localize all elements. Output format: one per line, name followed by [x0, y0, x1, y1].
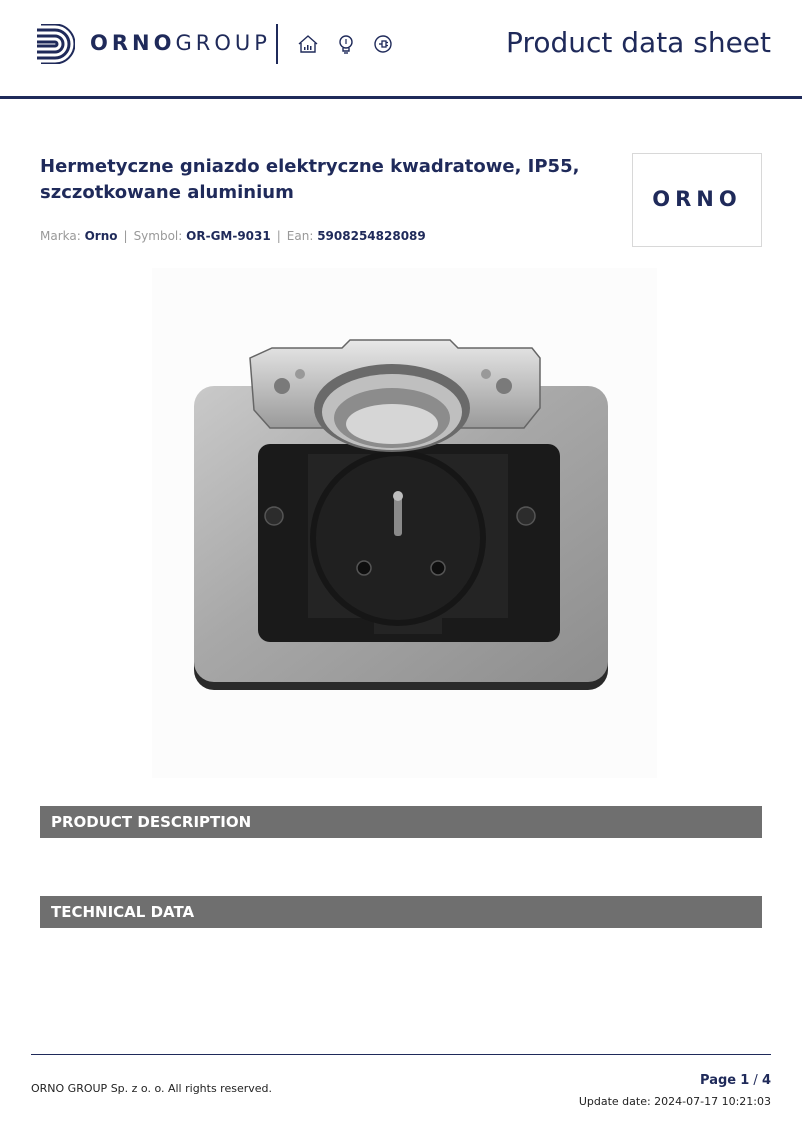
- section-product-description: PRODUCT DESCRIPTION: [40, 806, 762, 838]
- footer-rule: [31, 1054, 771, 1055]
- brand-logo: ORNO: [652, 187, 742, 211]
- meta-separator: |: [276, 229, 281, 243]
- orno-logo-mark-icon: [33, 24, 75, 64]
- brand-value: Orno: [84, 229, 118, 243]
- power-plug-icon: [372, 33, 394, 55]
- symbol-label: Symbol:: [133, 229, 183, 243]
- product-meta: [40, 229, 426, 243]
- page-header: [0, 0, 802, 100]
- brand-logo-box: [632, 153, 762, 247]
- product-photo: [152, 268, 657, 778]
- lightbulb-icon: [335, 33, 357, 55]
- brand-label: Marka:: [40, 229, 81, 243]
- ean-value: 5908254828089: [317, 229, 426, 243]
- sheet-title: Product data sheet: [506, 26, 771, 59]
- orno-group-logo: ORNOGROUP: [90, 31, 271, 55]
- page-number: Page 1 / 4: [700, 1073, 771, 1088]
- copyright-text: ORNO GROUP Sp. z o. o. All rights reserved.: [31, 1082, 273, 1095]
- header-rule: [0, 96, 802, 99]
- symbol-value: OR-GM-9031: [186, 229, 271, 243]
- update-date: Update date: 2024-07-17 10:21:03: [578, 1095, 771, 1108]
- smart-home-icon: [297, 33, 319, 55]
- meta-separator: |: [123, 229, 128, 243]
- section-technical-data: TECHNICAL DATA: [40, 896, 762, 928]
- header-divider: [276, 24, 278, 64]
- ean-label: Ean:: [286, 229, 314, 243]
- product-title: Hermetyczne gniazdo elektryczne kwadratowe, IP55, szczotkowane aluminium: [40, 156, 580, 203]
- floor-socket-image: [152, 268, 657, 778]
